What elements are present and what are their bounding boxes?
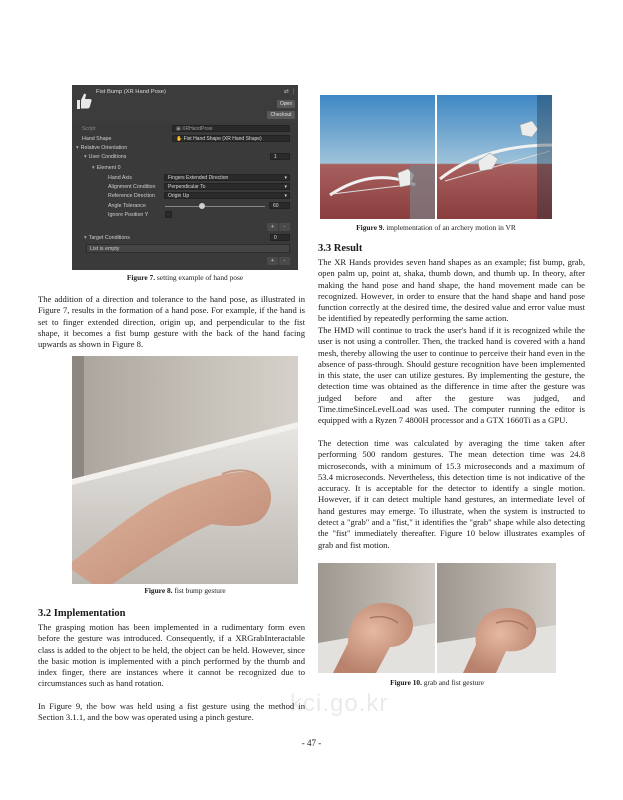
reference-direction-dropdown[interactable] xyxy=(164,192,290,199)
hand-axis-dropdown[interactable] xyxy=(164,174,290,181)
ignore-position-y-label: Ignore Position Y xyxy=(108,212,149,218)
figure-9-caption xyxy=(320,223,552,233)
section-3-3-paragraph-3: The detection time was calculated by averaging the time taken after performing 500 random gestures. The mean detection time was 24.8 microseconds, with a minimum of 15.3 microseconds and a maximum of 53.4 microseconds. Nevertheless, this detection time is not indicative of the accuracy. It is acceptable for the detector to identify a single motion. However, if it can detect multiple hand gestures, an intermediate level of hand gestures may emerge. To illustrate, when the system is instructed to detect a "grab" and a "fist," it identifies the "grab" shape while also detecting the "fist" immediately thereafter. Figure 10 below illustrates examples of grab and fist motion. xyxy=(318,438,585,550)
hand-shape-field[interactable] xyxy=(172,135,290,142)
angle-tolerance-label: Angle Tolerance xyxy=(108,203,146,209)
alignment-condition-dropdown[interactable] xyxy=(164,183,290,190)
open-button[interactable]: Open xyxy=(277,100,295,108)
section-3-3-heading: 3.3 Result xyxy=(318,243,363,254)
expand-arrow-icon: ▾ xyxy=(84,235,87,241)
target-conditions-label: Target Conditions xyxy=(88,235,130,241)
remove-element-button[interactable]: - xyxy=(279,223,290,231)
alignment-condition-label: Alignment Condition xyxy=(108,184,156,190)
figure-7-number: Figure 7. xyxy=(126,273,156,282)
user-conditions-count[interactable]: 1 xyxy=(270,153,290,160)
relative-orientation-foldout[interactable] xyxy=(76,145,127,151)
user-conditions-foldout[interactable] xyxy=(84,154,126,160)
figure-7-caption-text: setting example of hand pose xyxy=(155,273,244,282)
add-target-button[interactable]: + xyxy=(267,257,278,265)
add-element-button[interactable]: + xyxy=(267,223,278,231)
figure-9-images xyxy=(320,95,552,219)
expand-arrow-icon: ▾ xyxy=(92,165,95,171)
element-0-foldout[interactable] xyxy=(92,165,121,171)
angle-tolerance-input[interactable]: 60 xyxy=(269,202,290,209)
fist-bump-illustration xyxy=(72,356,298,584)
expand-arrow-icon: ▾ xyxy=(84,154,87,160)
figure-9-number: Figure 9. xyxy=(356,223,385,232)
dropdown-arrow-icon: ▾ xyxy=(284,193,287,199)
figure-8-photo xyxy=(72,356,298,584)
checkout-button[interactable]: Checkout xyxy=(267,111,295,119)
figure-9-caption-text: implementation of an archery motion in VR xyxy=(384,223,516,232)
thumbs-up-icon xyxy=(74,91,94,111)
figure-7-paragraph: The addition of a direction and tolerance to the hand pose, as illustrated in Figure 7, results in the formation of a hand pose. For example, if the hand is set to finger extended direction, origin up, and perpendicular to the fist shape, it becomes a fist bump gesture with the back of the hand facing upwards as shown in Figure 8. xyxy=(38,294,305,350)
figure-8-caption xyxy=(72,586,298,596)
element-0-label: Element 0 xyxy=(96,165,121,171)
hand-axis-label: Hand Axis xyxy=(108,175,132,181)
relative-orientation-label: Relative Orientation xyxy=(80,145,128,151)
section-3-3-paragraph-1: The XR Hands provides seven hand shapes as an example; fist bump, grab, open palm up, point at, shaka, thumb down, and thumb up. In theory, after making the hand pose and hand shape, the hand movement made can be recognized. However, in order to ensure that the hand shape and hand pose function correctly at the desired time, the desired value and error value must be identified by repeatedly performing the same action. xyxy=(318,257,585,324)
watermark: kci.go.kr xyxy=(290,690,389,717)
figure-7-inspector xyxy=(72,85,298,270)
target-conditions-foldout[interactable] xyxy=(84,235,130,241)
grab-fist-illustration xyxy=(318,563,556,673)
reference-direction-label: Reference Direction xyxy=(108,193,155,199)
script-icon: ▣ xyxy=(176,126,183,132)
hand-axis-value: Fingers Extended Direction xyxy=(168,175,229,181)
hand-shape-label: Hand Shape xyxy=(82,136,112,142)
hand-shape-value: Fist Hand Shape (XR Hand Shape) xyxy=(183,136,262,142)
angle-slider-track[interactable] xyxy=(165,206,265,207)
expand-arrow-icon: ▾ xyxy=(76,145,79,151)
inspector-header xyxy=(72,85,298,123)
vr-archery-illustration xyxy=(320,95,552,219)
figure-8-caption-text: fist bump gesture xyxy=(172,586,226,595)
reference-direction-value: Origin Up xyxy=(168,193,190,199)
dropdown-arrow-icon: ▾ xyxy=(284,184,287,190)
figure-10-number: Figure 10. xyxy=(390,678,422,687)
section-3-2-paragraph-2: In Figure 9, the bow was held using a fist gesture using the method in Section 3.1.1, and the bow was operated using a pinch gesture. xyxy=(38,701,305,723)
section-3-3-paragraph-2: The HMD will continue to track the user's hand if it is recognized while the user is not using a controller. Then, the tracked hand is covered with a hand mesh, thereby allowing the user to continue to perceive their hand even in the absence of pass-through. Should gesture recognition have been implemented in this state, the user can utilize gestures. By implementing the gesture, the detection time was obtained as the difference in time after the gesture was judged before and after the gesture was judged, and Time.timeSinceLevelLoad was used. The computer running the editor is equipped with a Ryzen 7 4800H processor and a GTX 1660Ti as a GPU. xyxy=(318,325,585,426)
section-3-2-paragraph-1: The grasping motion has been implemented in a rudimentary form even before the gesture was introduced. Consequently, if a XRGrabInteractable class is added to the object to be held, the object can be held. However, since the basic motion is implemented with a pinch performed by the thumb and index finger, there are instances where it cannot be recognized due to circumstances such as hand rotation. xyxy=(38,622,305,689)
figure-8-number: Figure 8. xyxy=(144,586,173,595)
figure-10-caption xyxy=(318,678,556,688)
user-conditions-label: User Conditions xyxy=(88,154,127,160)
hand-shape-icon: ✋ xyxy=(176,136,184,142)
remove-target-button[interactable]: - xyxy=(279,257,290,265)
figure-10-images xyxy=(318,563,556,673)
figure-7-caption xyxy=(72,273,298,283)
script-field xyxy=(172,125,290,132)
ignore-position-y-checkbox[interactable] xyxy=(165,211,172,218)
script-value: XRHandPose xyxy=(182,126,213,132)
target-list-box xyxy=(86,244,290,253)
figure-10-caption-text: grab and fist gesture xyxy=(421,678,484,687)
inspector-title: Fist Bump (XR Hand Pose) xyxy=(96,89,166,95)
page-number: - 47 - xyxy=(301,738,322,748)
target-conditions-count[interactable]: 0 xyxy=(270,234,290,241)
dropdown-arrow-icon: ▾ xyxy=(284,175,287,181)
settings-icon[interactable]: ⇄ ⋮ xyxy=(284,89,297,95)
script-label: Script xyxy=(82,126,96,132)
list-empty-text: List is empty xyxy=(90,246,120,252)
section-3-2-heading: 3.2 Implementation xyxy=(38,608,126,619)
alignment-condition-value: Perpendicular To xyxy=(168,184,206,190)
angle-slider-handle[interactable] xyxy=(199,203,205,209)
